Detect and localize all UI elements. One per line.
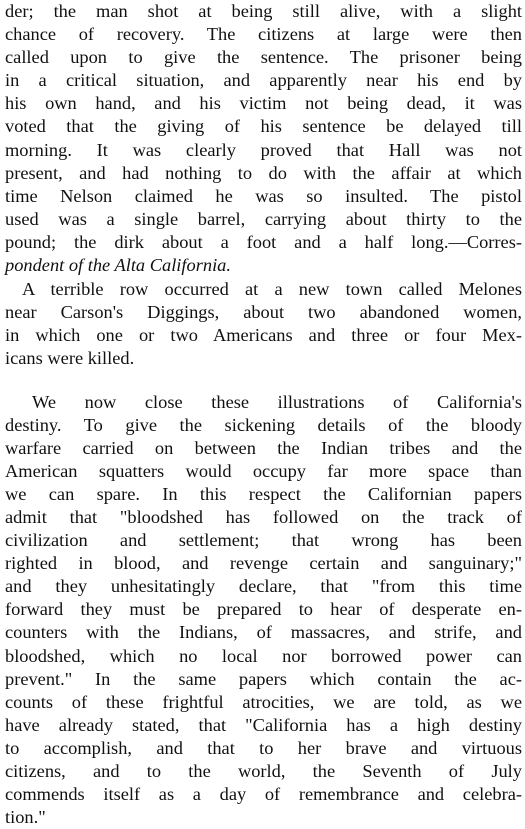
paragraph-california-destiny: [30, 391, 522, 829]
text-line: in which one or two Americans and three or four Mex-: [5, 324, 522, 347]
text-line: civilization and settlement; that wrong has been: [5, 529, 522, 552]
text-line: We now close these illustrations of California's: [32, 391, 522, 414]
text-line: and they unhesitatingly declare, that "from this time: [5, 575, 522, 598]
text-line: bloodshed, which no local nor borrowed power can: [5, 645, 522, 668]
text-line: voted that the giving of his sentence be delayed till: [5, 115, 522, 138]
text-line: warfare carried on between the Indian tribes and the: [5, 437, 522, 460]
text-line: icans were killed.: [5, 347, 522, 370]
paragraph-trial: [30, 0, 522, 277]
paragraph-melones-row: [30, 278, 522, 370]
text-line: forward they must be prepared to hear of desperate en-: [5, 598, 522, 621]
text-line: commends itself as a day of remembrance and celebra-: [5, 783, 522, 806]
text-line: counters with the Indians, of massacres, and strife, and: [5, 621, 522, 644]
text-line: pound; the dirk about a foot and a half long.—Corres-: [5, 231, 522, 254]
text-line: prevent." In the same papers which contain the ac-: [5, 668, 522, 691]
text-line: citizens, and to the world, the Seventh of July: [5, 760, 522, 783]
text-line-attribution: pondent of the Alta California.: [5, 254, 522, 277]
text-line: present, and had nothing to do with the affair at which: [5, 162, 522, 185]
text-line: we can spare. In this respect the Californian papers: [5, 483, 522, 506]
text-line: righted in blood, and revenge certain and sanguinary;": [5, 552, 522, 575]
text-line: tion.": [5, 806, 522, 829]
text-line: in a critical situation, and apparently near his end by: [5, 69, 522, 92]
text-line: used was a single barrel, carrying about thirty to the: [5, 208, 522, 231]
text-line: A terrible row occurred at a new town called Melones: [22, 278, 522, 301]
text-line: near Carson's Diggings, about two abandoned women,: [5, 301, 522, 324]
text-line: der; the man shot at being still alive, with a slight: [5, 0, 522, 23]
text-line: time Nelson claimed he was so insulted. The pistol: [5, 185, 522, 208]
text-line: counts of these frightful atrocities, we are told, as we: [5, 691, 522, 714]
text-line: destiny. To give the sickening details of the bloody: [5, 414, 522, 437]
text-line: morning. It was clearly proved that Hall was not: [5, 139, 522, 162]
text-line: to accomplish, and that to her brave and virtuous: [5, 737, 522, 760]
text-line: chance of recovery. The citizens at large were then: [5, 23, 522, 46]
text-line: admit that "bloodshed has followed on the track of: [5, 506, 522, 529]
text-line: called upon to give the sentence. The prisoner being: [5, 46, 522, 69]
text-line: his own hand, and his victim not being dead, it was: [5, 92, 522, 115]
text-line: have already stated, that "California has a high destiny: [5, 714, 522, 737]
text-line: American squatters would occupy far more space than: [5, 460, 522, 483]
